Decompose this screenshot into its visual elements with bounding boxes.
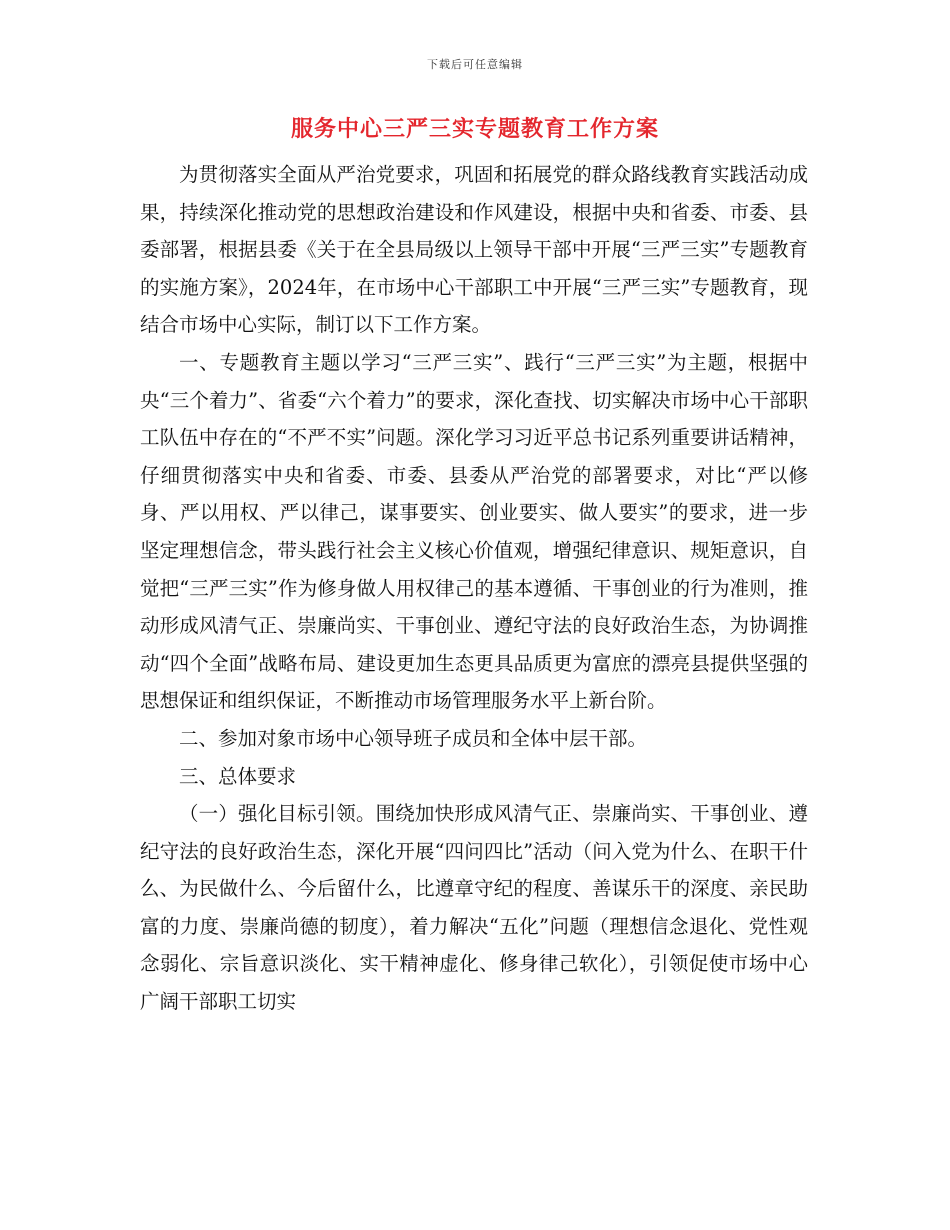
paragraph-participants: 二、参加对象市场中心领导班子成员和全体中层干部。 bbox=[179, 726, 648, 750]
paragraph-requirements-heading: 三、总体要求 bbox=[179, 764, 297, 788]
paragraph-theme: 一、专题教育主题以学习“三严三实”、践行“三严三实”为主题，根据中央“三个着力”、省委“六个着力”的要求，深化查找、切实解决市场中心干部职工队伍中存在的“不严不实”问题。深化学习习近平总书记系列重要讲话精神，仔细贯彻落实中央和省委、市委、县委从严治党的部署要求，对比“严以修身、严以用权、严以律己，谋事要实、创业要实、做人要实”的要求，进一步坚定理想信念，带头践行社会主义核心价值观，增强纪律意识、规矩意识，自觉把“三严三实”作为修身做人用权律己的基本遵循、干事创业的行为准则，推动形成风清气正、崇廉尚实、干事创业、遵纪守法的良好政治生态，为协调推动“四个全面”战略布局、建设更加生态更具品质更为富庶的漂亮县提供坚强的思想保证和组织保证，不断推动市场管理服务水平上新台阶。 bbox=[140, 350, 808, 713]
paragraph-requirements-1: （一）强化目标引领。围绕加快形成风清气正、崇廉尚实、干事创业、遵纪守法的良好政治生态，深化开展“四问四比”活动（问入党为什么、在职干什么、为民做什么、今后留什么，比遵章守纪的程度、善谋乐干的深度、亲民助富的力度、崇廉尚德的韧度），着力解决“五化”问题（理想信念退化、党性观念弱化、宗旨意识淡化、实干精神虚化、修身律己软化），引领促使市场中心广阔干部职工切实 bbox=[140, 802, 808, 1014]
header-note: 下载后可任意编辑 bbox=[427, 58, 523, 71]
document-title: 服务中心三严三实专题教育工作方案 bbox=[290, 116, 659, 142]
document-body bbox=[140, 156, 808, 1021]
paragraph-intro: 为贯彻落实全面从严治党要求，巩固和拓展党的群众路线教育实践活动成果，持续深化推动党的思想政治建设和作风建设，根据中央和省委、市委、县委部署，根据县委《关于在全县局级以上领导干部中开展“三严三实”专题教育的实施方案》，2024年，在市场中心干部职工中开展“三严三实”专题教育，现结合市场中心实际，制订以下工作方案。 bbox=[140, 163, 808, 337]
